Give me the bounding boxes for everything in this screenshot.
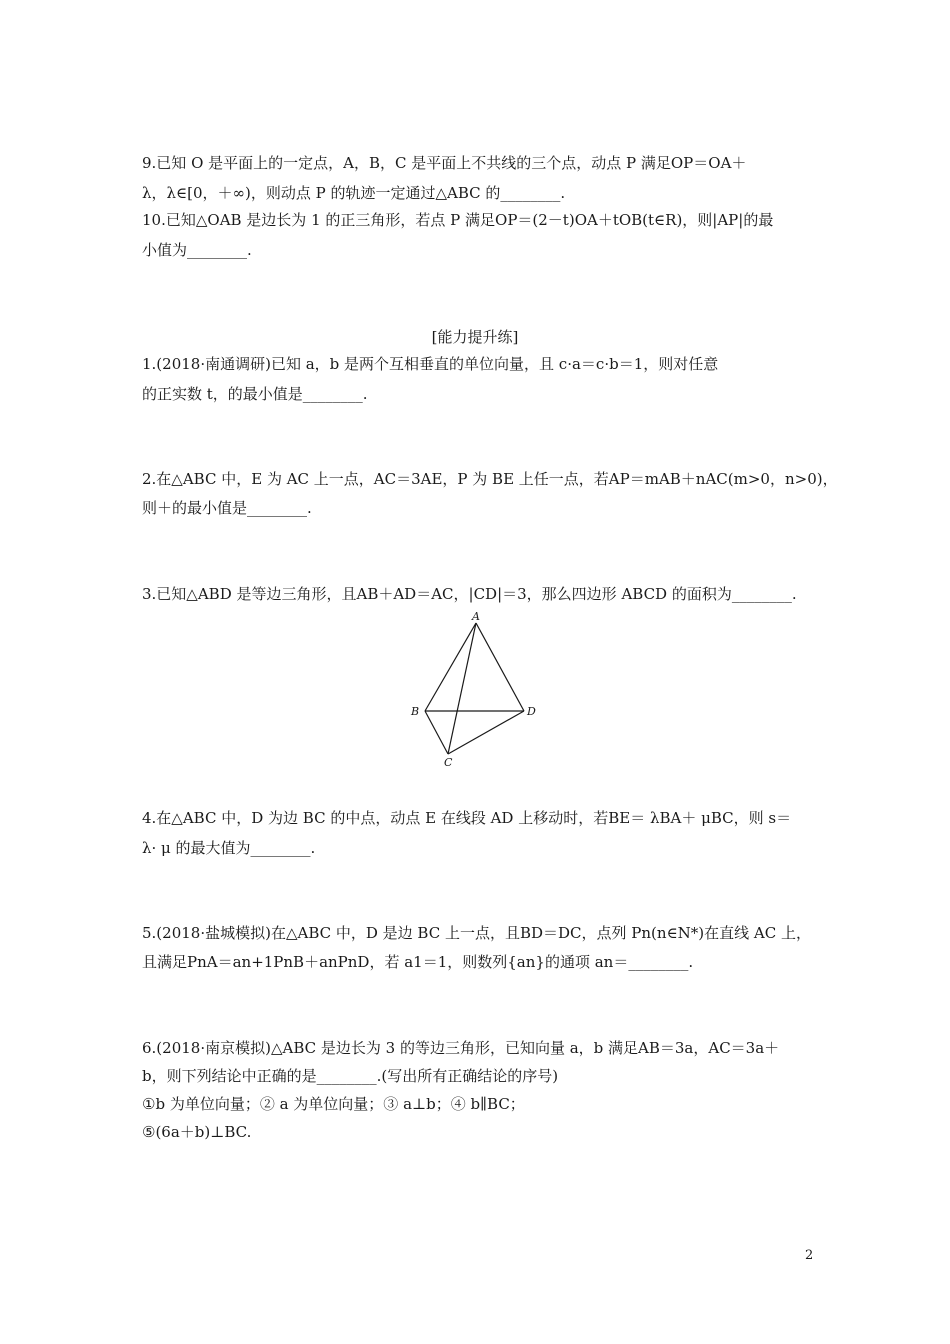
segment-ab <box>425 623 476 711</box>
ability-problem-4-line-1: 4.在△ABC 中，D 为边 BC 的中点，动点 E 在线段 AD 上移动时，若BE＝ λBA＋ μBC，则 s＝ <box>142 809 792 827</box>
ability-problem-6-options-2: ⑤(6a＋b)⊥BC. <box>142 1123 252 1141</box>
ability-problem-5-line-2: 且满足PnA＝an+1PnB＋anPnD，若 a1＝1，则数列{an}的通项 an＝________. <box>142 953 694 971</box>
problem-9-line-2: λ，λ∈[0，＋∞)，则动点 P 的轨迹一定通过△ABC 的________. <box>142 184 566 202</box>
section-title: [能力提升练] <box>431 328 519 346</box>
ability-problem-4-line-2: λ· μ 的最大值为________. <box>142 839 316 857</box>
ability-problem-2-line-1: 2.在△ABC 中，E 为 AC 上一点，AC＝3AE，P 为 BE 上任一点，若AP＝mAB＋nAC(m>0，n>0)， <box>142 470 838 488</box>
ability-problem-6-line-1: 6.(2018·南京模拟)△ABC 是边长为 3 的等边三角形，已知向量 a，b 满足AB＝3a，AC＝3a＋ <box>142 1039 780 1057</box>
ability-problem-2-line-2: 则＋的最小值是________. <box>142 499 312 517</box>
ability-problem-6-options-1: ①b 为单位向量；② a 为单位向量；③ a⊥b；④ b∥BC； <box>142 1095 525 1113</box>
ability-problem-1-line-1: 1.(2018·南通调研)已知 a，b 是两个互相垂直的单位向量，且 c·a＝c·b＝1，则对任意 <box>142 355 719 373</box>
segment-bc <box>425 711 448 754</box>
vertex-label-b: B <box>411 705 420 718</box>
vertex-label-c: C <box>444 756 453 769</box>
quadrilateral-figure <box>400 608 550 773</box>
segment-ac <box>448 623 476 754</box>
ability-problem-6-line-2: b，则下列结论中正确的是________.(写出所有正确结论的序号) <box>142 1067 559 1085</box>
vertex-label-d: D <box>527 705 536 718</box>
problem-10-line-2: 小值为________. <box>142 241 252 259</box>
ability-problem-1-line-2: 的正实数 t，的最小值是________. <box>142 385 368 403</box>
page-number: 2 <box>805 1248 814 1263</box>
segment-cd <box>448 711 524 754</box>
ability-problem-3-line-1: 3.已知△ABD 是等边三角形，且AB＋AD＝AC，|CD|＝3，那么四边形 ABCD 的面积为________. <box>142 585 797 603</box>
segment-ad <box>476 623 524 711</box>
problem-9-line-1: 9.已知 O 是平面上的一定点，A，B，C 是平面上不共线的三个点，动点 P 满足OP＝OA＋ <box>142 154 747 172</box>
problem-10-line-1: 10.已知△OAB 是边长为 1 的正三角形，若点 P 满足OP＝(2－t)OA＋tOB(t∈R)，则|AP|的最 <box>142 211 774 229</box>
vertex-label-a: A <box>472 610 480 623</box>
ability-problem-5-line-1: 5.(2018·盐城模拟)在△ABC 中，D 是边 BC 上一点，且BD＝DC，点列 Pn(n∈N*)在直线 AC 上， <box>142 924 811 942</box>
